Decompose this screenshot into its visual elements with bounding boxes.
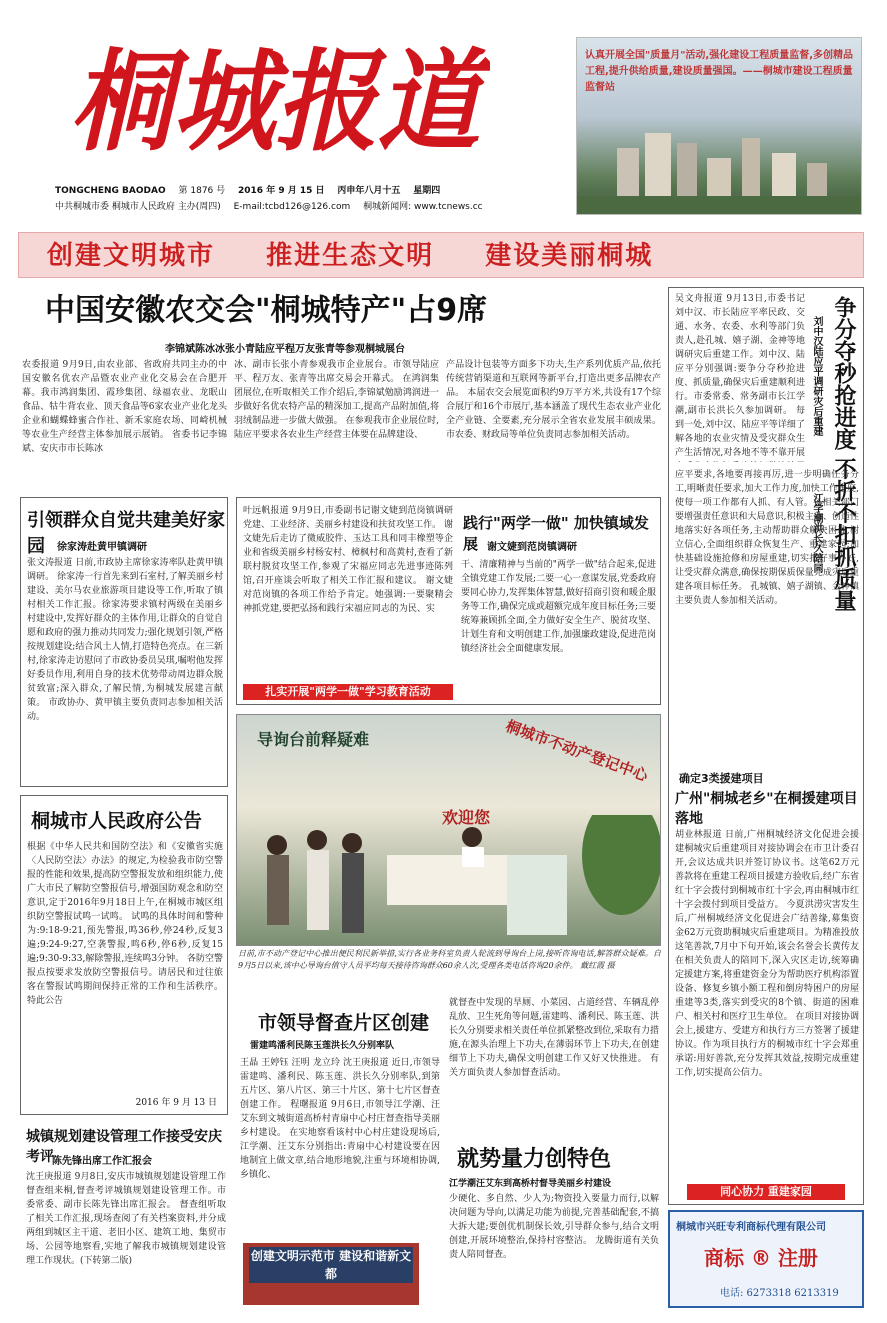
mid3-sub: 雷建鸣潘利民陈玉莲洪长久分别率队: [250, 1041, 395, 1051]
notice-date: 2016 年 9 月 13 日: [135, 1098, 217, 1108]
slogan-3: 建设美丽桐城: [485, 241, 654, 271]
masthead-email: E-mail:tcbd126@126.com: [233, 202, 351, 212]
masthead-lunar: 丙申年八月十五: [337, 186, 401, 196]
left3-text: 沈王庚报道 9月8日,安庆市城镇规划建设管理工作督查组来桐,督查考评城镇规划建设管理工作。市委常委、副市长陈先锋出席汇报会。 督查组听取了相关工作汇报,现场查阅了有关档案资料,并分成两组到城区主干道、老旧小区、建筑工地、集贸市场、公园等地察看,实地了解我市城镇规划建设管理工作现状。(下转第二版): [26, 1172, 226, 1266]
notice-text: 根据《中华人民共和国防空法》和《安徽省实施〈人民防空法〉办法》的规定,为检验我市防空警报的性能和效果,提高防空警报发放和组织能力,使广大市民了解防空警报信号,增强国防观念和防空意识,定于2016年9月18日上午,在桐城市城区组织防空警报试鸣一试鸣。 试鸣的具体时间和警种为:9:18-9:21,预先警报,鸣36秒,停24秒,反复3遍;9:24-9:27,空袭警报,鸣6秒,停6秒,反复15遍;9:30-9:33,解除警报,连续鸣3分钟。 各防空警报点按要求发放防空警报信号。请居民和过往旅客在警报试鸣期间保持正常的工作和生活秩序。 特此公告: [27, 842, 223, 1006]
left-article-1: [20, 497, 228, 787]
mid-article-4: [447, 992, 661, 1312]
left1-text: 张文涛报道 日前,市政协主席徐家涛率队赴黄甲镇调研。 徐家涛一行首先来到石室村,了解美丽乡村建设、美尔马农业旅游项目建设等工作,听取了镇村相关工作汇报。徐家涛要求镇村两级在美丽乡村建设中,发挥好群众的主体作用,让群众的自觉自愿和政府的强力推动共同发力;强化规划引领,严格按规划建设;结合风土人情,打造特色亮点。在三新村,徐家涛走访慰问了市政协委员吴琪,嘱咐他发挥好委员作用,利用自身的技术优势带动周边群众脱贫致富;深入群众,了解民情,为桐城发展建言献策。 市政协办、黄甲镇主要负责同志参加相关活动。: [27, 558, 223, 722]
lead-col-1: 农委报道 9月9日,由农业部、省政府共同主办的中国安徽名优农产品暨农业产业化交易会在合肥开幕。我市鸿润集团、霞珍集团、绿福农业、龙眠山食品、牯牛背农业、顶天食品等6家农业产业化龙头企业和蝴蝶蜂蜜合作社、新禾家庭农场、同崎机械等农业生产经营主体参加展示展销。 省委书记李锦斌、安庆市市长陈冰: [22, 360, 227, 454]
masthead-pinyin: TONGCHENG BAODAO: [55, 186, 166, 196]
right-text-1a: 吴文舟报道 9月13日,市委书记刘中汉、市长陆应平率民政、交通、水务、农委、水利等部门负责人,赴孔城、嬉子湖、金神等地调研灾后重建工作。刘中汉、陆应平分别强调:要争分夺秒抢进度、抓质量,确保灾后重建顺利进行。市委常委、常务副市长江学潮,副市长洪长久参加调研。 每到一处,刘中汉、陆应平等详细了解各地的农业灾情及受灾群众生产生活情况,对各地不等不靠开展: [675, 294, 805, 458]
trademark-ad: [668, 1210, 864, 1308]
left1-sub: 徐家涛赴黄甲镇调研: [57, 542, 147, 553]
mid-article-3: [236, 1002, 441, 1242]
mid2-sub: 谢文婕到范岗镇调研: [487, 542, 577, 553]
registration-center-photo: [236, 714, 661, 946]
slogan-banner: [18, 232, 864, 278]
right-vertical-sub1: 刘中汉陆应平调研灾后重建: [811, 316, 822, 436]
masthead-issue: 第 1876 号: [178, 186, 226, 196]
masthead-weekday: 星期四: [413, 186, 441, 196]
lead-headline: 中国安徽农交会"桐城特产"占9席: [45, 293, 488, 328]
left1-title: 引领群众自觉共建美好家园: [27, 510, 225, 557]
mid4-text: 就督查中发现的旱厕、小菜园、占道经营、车辆乱停乱放、卫生死角等问题,雷建鸣、潘利民、陈玉莲、洪长久分别要求相关责任单位抓紧整改到位,采取有力措施,在源头治理上下功夫,在薄弱环节上下功夫,在创建细节上下功夫,确保文明创建工作又好又快推进。 有关方面负责人参加督查活动。: [449, 998, 659, 1078]
right-text-2: 胡业林报道 日前,广州桐城经济文化促进会援建桐城灾后重建项目对接协调会在市卫计委召开,会议达成共识并签订协议书。这笔62万元善款将在重建工程项目援建方验收后,经广东省红十字会拨付到桐城市红十字会,再由桐城市红十字会拨付到项目受益方。 今夏洪涝灾害发生后,广州桐城经济文化促进会广结善缘,募集资金62万元资助桐城灾后重建项目。为精准投放这笔善款,7月中下旬开始,该会名誉会长黄传友在相关负责人的陪同下,深入灾区走访,统筹确定援建方案,将重建资金分为帮助医疗机构添置设备、修复乡镇小额工程和倒房特困户的房屋重建等3类,落实到受灾的8个镇、街道的困难户、相关村和医疗卫生单位。 在项目对接协调会上,援建方、受建方和执行方三方签署了援建协议。作为项目执行方的桐城市红十字会郑重承诺:用好善款,充分发挥其效益,按期完成重建工作,切实提高公信力。: [675, 830, 859, 1078]
people-at-desk-image: [237, 815, 661, 946]
right-vertical-title: 争分夺秒抢进度 不折不扣抓质量: [831, 296, 856, 612]
lead-subheadline: 李锦斌陈冰冰张小青陆应平程万友张青等参观桐城展台: [165, 344, 405, 355]
mid3-text: 王晶 王婷钰 汪明 龙立玲 沈王庚报道 近日,市领导雷建鸣、潘利民、陈玉莲、洪长久分别率队,到第五片区、第八片区、第三十片区、第十七片区督查创建工作。 程曙报道 9月6日,市领导江学潮、汪艾东到文城街道高桥村青扇中心村庄督查指导美丽乡村建设。 在实地察看该村中心村庄建设现场后,江学潮、汪艾东分别指出:青扇中心村建设要在因地制宜上做文章,结合地形地貌,注重与环境相协调,乡镇化、: [240, 1058, 440, 1180]
right-footer-label: 同心协力 重建家园: [687, 1184, 845, 1200]
city-skyline-image: [577, 118, 862, 215]
mid4-text2: 少硬化、多自然、少人为;物资投入要量力而行,以解决问题为导向,以满足功能为前提,完善基础配套,不搞大拆大建;要创优机制保长效,引导群众参与,结合文明创建,开展环境整治,保持村容整洁。 龙腾街道有关负责人陪同督查。: [449, 1194, 659, 1260]
ad-phone: 电话: 6273318 6213319: [720, 1288, 839, 1299]
slogan-photo: [243, 1243, 419, 1305]
government-notice: [20, 795, 228, 1115]
mid1-text: 叶远帆报道 9月9日,市委副书记谢文婕到范岗镇调研党建、工业经济、美丽乡村建设和扶贫攻坚工作。 谢文婕先后走访了微威胶件、玉达工具和同丰橡塑等企业和省级美丽乡村杨安村、樟枫村和高黄村,查看了新联村脱贫攻坚工作,参观了宋福应同志先进事迹陈列馆,召开座谈会听取了相关工作汇报和建议。 谢文婕对范岗镇的各项工作给予肯定。她强调:一要聚精会神抓党建,要把弘扬和践行宋福应同志的为民、实: [243, 506, 453, 614]
masthead-site: 桐城新闻网: www.tcnews.cc: [363, 202, 483, 212]
masthead-date: 2016 年 9 月 15 日: [238, 186, 325, 196]
mid2-text: 干、清廉精神与当前的"两学一做"结合起来,促进全镇党建工作发展;二要一心一意谋发展,党委政府要同心协力,发挥集体智慧,做好招商引资和暖企服务等工作,确保完成或超额完成年度目标任务;三要统筹兼顾抓全面,全力做好安全生产、脱贫攻坚、计划生育和文明创建工作,加强廉政建设,促进范岗镇经济社会全面健康发展。: [461, 560, 656, 654]
lead-col-2: 冰、副市长张小青参观我市企业展台。市领导陆应平、程万友、张青等出席交易会开幕式。 在鸿润集团展位,在听取相关工作介绍后,李锦斌勉励鸿润进一步做好名优农特产品的精深加工,提高产品附加值,将羽绒制品进一步做大做强。 在参观我市企业展位时,陆应平要求各农业生产经营主体要在品牌建设、: [234, 360, 439, 440]
mid2-title: 践行"两学一做" 加快镇域发展: [463, 514, 649, 553]
slogan-1: 创建文明城市: [47, 241, 216, 271]
masthead-meta: [55, 183, 575, 215]
slogan-2: 推进生态文明: [266, 241, 435, 271]
lead-col-3: 产品设计包装等方面多下功夫,生产系列优质产品,依托传统营销渠道和互联网等新平台,打造出更多品牌农产品。 本届农交会展览面积约9万平方米,共设有17个综合展厅和16个市展厅,基本涵盖了现代生态农业产业化全产业链、全要素,充分展示全省农业发展丰硕成果。市农委、财政局等单位负责同志参加相关活动。: [446, 360, 661, 440]
right-title-2: 广州"桐城老乡"在桐援建项目落地: [675, 791, 858, 827]
left3-sub: 陈先锋出席工作汇报会: [52, 1156, 152, 1167]
mid4-title: 就势量力创特色: [457, 1147, 612, 1172]
photo-caption: 日前,市不动产登记中心推出便民利民新举措,实行各业务科室负责人轮流到导询台上岗,接听咨询电话,解答群众疑难。自9月5日以来,该中心导询台值守人员平均每天接待咨询群众60余人次,受理各类电话咨询20余件。 戴红霞 摄: [238, 949, 661, 970]
right-text-1b: 应平要求,各地要再接再厉,进一步明确任务分工,明晰责任要求,加大工作力度,加快工作进度,使每一项工作都有人抓、有人管。各相关部门要增强责任意识和大局意识,积极主动、创造性地落实好各项任务,主动帮助群众解决困难,树立信心,全面组织群众恢复生产、重建家园;加快基础设施抢修和房屋重建,切实把好事办好,让受灾群众满意,确保按期保质保量完成灾后重建各项目标任务。 孔城镇、嬉子湖镇、金神镇主要负责人参加相关活动。: [675, 470, 859, 606]
mid3-title: 市领导督查片区创建: [258, 1012, 430, 1034]
mid4-sub: 江学潮汪艾东到高桥村督导美丽乡村建设: [449, 1179, 612, 1189]
slogan-photo-text: 创建文明示范市 建设和谐新文都: [250, 1249, 412, 1281]
masthead-sponsor: 中共桐城市委 桐城市人民政府 主办(周四): [55, 202, 221, 212]
mid1-label: 扎实开展"两学一做"学习教育活动: [243, 684, 453, 700]
photo-sign-center: 桐城市不动产登记中心: [503, 716, 651, 786]
photo-sign-welcome: 欢迎您: [442, 808, 491, 827]
left-article-3: [20, 1122, 228, 1312]
mid-article-1: [236, 497, 661, 705]
ad-main: 商标 ® 注册: [704, 1246, 818, 1270]
right-column: [668, 287, 864, 1205]
right-vertical-sub2: 江学潮洪长久陪同: [811, 493, 822, 573]
top-photo-caption: 认真开展全国"质量月"活动,强化建设工程质量监督,多创精品工程,提升供给质量,建设质量强国。——桐城市建设工程质量监督站: [585, 50, 854, 93]
masthead-logo: [70, 28, 490, 166]
notice-title: 桐城市人民政府公告: [31, 810, 203, 832]
left3-title: 城镇规划建设管理工作接受安庆考评: [26, 1129, 222, 1165]
top-photo: [576, 37, 862, 215]
masthead-calligraphy: [70, 28, 490, 166]
ad-company: 桐城市兴旺专利商标代理有限公司: [676, 1222, 826, 1233]
photo-sign-consult: 导询台前释疑难: [257, 730, 370, 749]
masthead-title: 桐城报道: [70, 37, 490, 166]
right-kicker: 确定3类援建项目: [679, 772, 764, 785]
